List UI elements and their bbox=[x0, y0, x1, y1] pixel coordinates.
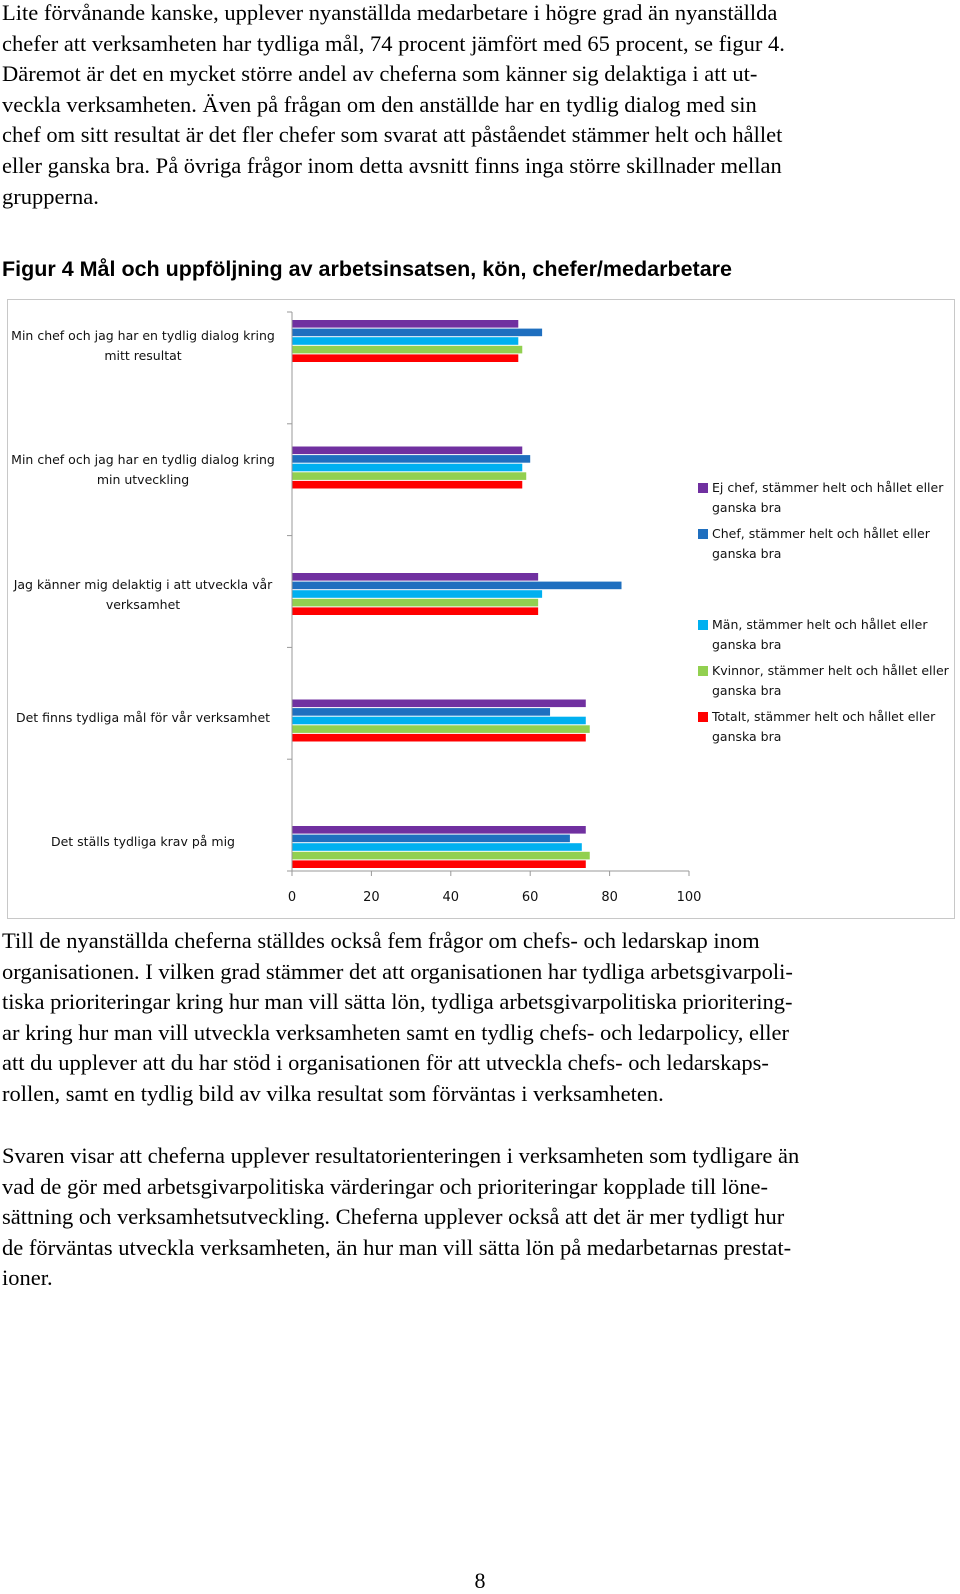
bar bbox=[292, 734, 586, 742]
bar bbox=[292, 573, 538, 581]
legend-swatch bbox=[698, 712, 708, 722]
text-line: tiska prioriteringar kring hur man vill sätta lön, tydliga arbetsgivarpolitiska prioritering- bbox=[2, 989, 793, 1015]
category-label: Min chef och jag har en tydlig dialog kring min utveckling bbox=[11, 452, 275, 487]
bar bbox=[292, 860, 586, 868]
bar bbox=[292, 843, 582, 851]
bar bbox=[292, 337, 518, 345]
legend-label: Män, stämmer helt och hållet eller ganska bra bbox=[712, 617, 928, 652]
category-label: Det ställs tydliga krav på mig bbox=[50, 834, 235, 849]
bar bbox=[292, 826, 586, 834]
text-line: rollen, samt en tydlig bild av vilka resultat som förväntas i verksamheten. bbox=[2, 1080, 664, 1106]
bar bbox=[292, 447, 522, 455]
x-tick-label: 0 bbox=[287, 890, 297, 905]
text-line: sättning och verksamhetsutveckling. Cheferna upplever också att det är mer tydligt hur bbox=[2, 1204, 785, 1230]
category-label: Det finns tydliga mål för vår verksamhet bbox=[15, 710, 271, 725]
body-paragraph bbox=[2, 1141, 954, 1294]
text-line: grupperna. bbox=[2, 183, 99, 209]
body-paragraph bbox=[2, 926, 954, 1110]
bar bbox=[292, 346, 522, 354]
legend-label: Chef, stämmer helt och hållet eller ganska bra bbox=[712, 526, 930, 561]
bar bbox=[292, 582, 622, 590]
bar bbox=[292, 599, 538, 607]
legend-swatch bbox=[698, 666, 708, 676]
bar bbox=[292, 835, 570, 843]
x-tick-label: 60 bbox=[521, 890, 539, 905]
legend-label: Kvinnor, stämmer helt och hållet eller ganska bra bbox=[712, 663, 949, 698]
legend-swatch bbox=[698, 529, 708, 539]
bar bbox=[292, 852, 590, 860]
category-label: Jag känner mig delaktig i att utveckla vår verksamhet bbox=[13, 577, 273, 612]
text-line: Däremot är det en mycket större andel av cheferna som känner sig delaktiga i att ut- bbox=[2, 61, 758, 87]
bar bbox=[292, 472, 526, 480]
text-line: veckla verksamheten. Även på frågan om den anställde har en tydlig dialog med sin bbox=[2, 91, 757, 117]
legend-label: Totalt, stämmer helt och hållet eller ganska bra bbox=[712, 709, 936, 744]
figure-caption: Figur 4 Mål och uppföljning av arbetsinsatsen, kön, chefer/medarbetare bbox=[2, 257, 732, 281]
bar bbox=[292, 607, 538, 615]
text-line: chefer att verksamheten har tydliga mål, 74 procent jämfört med 65 procent, se figur 4. bbox=[2, 30, 785, 56]
bar bbox=[292, 708, 550, 716]
bar bbox=[292, 481, 522, 489]
x-tick-label: 20 bbox=[363, 890, 380, 905]
text-line: de förväntas utveckla verksamheten, än hur man vill sätta lön på medarbetarnas prestat- bbox=[2, 1234, 792, 1260]
text-line: chef om sitt resultat är det fler chefer som svarat att påståendet stämmer helt och hållet bbox=[2, 122, 783, 148]
x-tick-label: 100 bbox=[676, 890, 702, 905]
page-number: 8 bbox=[474, 1568, 486, 1593]
bar bbox=[292, 455, 530, 463]
bar bbox=[292, 464, 522, 472]
text-line: att du upplever att du har stöd i organisationen för att utveckla chefs- och ledarskaps- bbox=[2, 1050, 769, 1076]
text-line: ioner. bbox=[2, 1265, 53, 1291]
text-line: eller ganska bra. På övriga frågor inom detta avsnitt finns inga större skillnader mellan bbox=[2, 152, 782, 178]
bar bbox=[292, 320, 518, 328]
bar bbox=[292, 717, 586, 725]
text-line: vad de gör med arbetsgivarpolitiska värderingar och prioriteringar kopplade till löne- bbox=[2, 1173, 768, 1199]
legend-swatch bbox=[698, 483, 708, 493]
text-line: Svaren visar att cheferna upplever resultatorienteringen i verksamheten som tydligare än bbox=[2, 1143, 800, 1168]
bar bbox=[292, 700, 586, 708]
category-label: Min chef och jag har en tydlig dialog kring mitt resultat bbox=[11, 328, 275, 363]
bar bbox=[292, 725, 590, 733]
text-line: ar kring hur man vill utveckla verksamheten samt en tydlig chefs- och ledarpolicy, eller bbox=[2, 1019, 790, 1045]
text-line: Till de nyanställda cheferna ställdes också fem frågor om chefs- och ledarskap inom bbox=[2, 928, 760, 953]
x-tick-label: 80 bbox=[601, 890, 618, 905]
x-tick-label: 40 bbox=[442, 890, 460, 905]
bar bbox=[292, 329, 542, 337]
text-line: Lite förvånande kanske, upplever nyanställda medarbetare i högre grad än nyanställda bbox=[2, 0, 778, 25]
legend-swatch bbox=[698, 620, 708, 630]
bar bbox=[292, 590, 542, 598]
text-line: organisationen. I vilken grad stämmer det att organisationen har tydliga arbetsgivarpoli- bbox=[2, 958, 793, 984]
legend-label: Ej chef, stämmer helt och hållet eller ganska bra bbox=[712, 480, 944, 515]
bar bbox=[292, 354, 518, 362]
